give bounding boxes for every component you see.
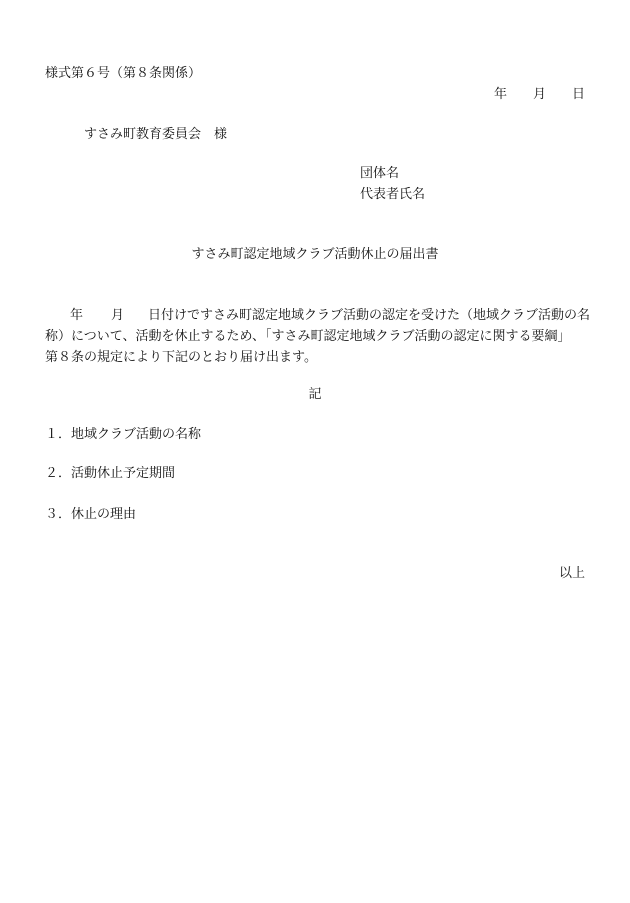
body-line-1 [45,305,590,326]
body-text [45,305,590,368]
body-line-1-text: 日付けですさみ町認定地域クラブ活動の認定を受けた（地域クラブ活動の名 [148,308,591,323]
ki-heading: 記 [308,387,322,402]
body-month-label: 月 [111,308,125,323]
body-line-2: 称）について、活動を休止するため、「すさみ町認定地域クラブ活動の認定に関する要綱」 [45,329,571,344]
body-line-3: 第８条の規定により下記のとおり届け出ます。 [45,350,317,365]
organization-name-label: 団体名 [360,166,400,181]
closing-text: 以上 [558,566,585,581]
date-day-label: 日 [571,87,585,102]
body-year-label: 年 [70,308,84,323]
representative-name-label: 代表者氏名 [360,187,426,202]
list-item: １．地域クラブ活動の名称 [45,427,202,442]
list-item: ３．休止の理由 [45,507,137,522]
date-year-label: 年 [493,87,507,102]
document-title: すさみ町認定地域クラブ活動休止の届出書 [191,247,439,262]
addressee: すさみ町教育委員会 様 [84,127,228,142]
form-number: 様式第６号（第８条関係） [45,66,202,81]
list-item: ２．活動休止予定期間 [45,466,176,481]
date-month-label: 月 [532,87,546,102]
date-line [494,88,585,101]
